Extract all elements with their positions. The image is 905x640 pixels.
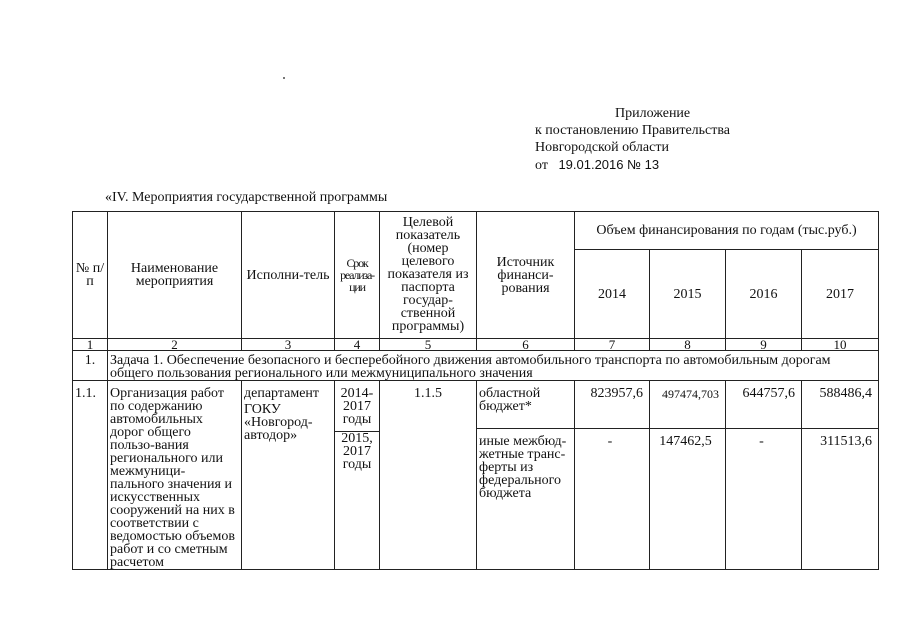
header-year-2014: 2014 — [575, 250, 650, 339]
header-term: Срок реализа-ции — [335, 212, 380, 339]
scan-speck — [283, 77, 285, 79]
value-regional-2014: 823957,6 — [575, 381, 650, 429]
row-executor — [242, 381, 335, 570]
column-index: 5 — [380, 339, 477, 351]
measure-row — [73, 381, 879, 429]
header-row-1 — [73, 212, 879, 250]
task-row — [73, 351, 879, 381]
value-federal-2017: 311513,6 — [802, 429, 879, 570]
column-index: 9 — [726, 339, 802, 351]
column-index: 2 — [108, 339, 242, 351]
column-index: 8 — [650, 339, 726, 351]
header-executor: Исполни-тель — [242, 212, 335, 339]
column-index: 10 — [802, 339, 879, 351]
measures-table — [72, 211, 879, 570]
header-name: Наименование мероприятия — [108, 212, 242, 339]
term-period-2: 2015, 2017 годы — [335, 431, 379, 471]
column-index: 1 — [73, 339, 108, 351]
header-year-2017: 2017 — [802, 250, 879, 339]
executor-org: ГОКУ «Новгород-автодор» — [244, 402, 313, 443]
appendix-title: Приложение — [615, 106, 691, 121]
row-indicator: 1.1.5 — [380, 381, 477, 570]
appendix-date-prefix: от — [535, 158, 548, 173]
header-source: Источник финанси-рования — [477, 212, 575, 339]
appendix-date: 19.01.2016 № 13 — [558, 157, 660, 172]
value-regional-2017: 588486,4 — [802, 381, 879, 429]
row-term — [335, 381, 380, 570]
header-funding: Объем финансирования по годам (тыс.руб.) — [575, 212, 879, 250]
section-title: «IV. Мероприятия государственной программы — [105, 190, 388, 205]
row-name: Организация работ по содержанию автомобильных дорог общего пользо-вания регионального или межмуници-пального значения и искусственных сооружений на них в соответствии с ведомостью объемов работ и со сметным расчетом — [108, 381, 242, 570]
term-period-1: 2014-2017 годы — [340, 386, 374, 427]
appendix-date-line — [535, 156, 795, 174]
source-federal: иные межбюд-жетные транс-ферты из федерального бюджета — [477, 429, 575, 570]
column-index: 3 — [242, 339, 335, 351]
column-index: 4 — [335, 339, 380, 351]
appendix-line-2: Новгородской области — [535, 140, 669, 155]
value-regional-2015: 497474,703 — [650, 381, 726, 429]
executor-department: департамент — [244, 386, 320, 401]
appendix-header — [535, 105, 795, 174]
header-year-2015: 2015 — [650, 250, 726, 339]
header-indicator: Целевой показатель (номер целевого показателя из паспорта государ-ственной программы) — [380, 212, 477, 339]
header-year-2016: 2016 — [726, 250, 802, 339]
header-num: № п/п — [73, 212, 108, 339]
value-federal-2015: 147462,5 — [650, 429, 726, 570]
row-num: 1.1. — [73, 381, 108, 570]
value-regional-2016: 644757,6 — [726, 381, 802, 429]
column-index-row — [73, 339, 879, 351]
task-text: Задача 1. Обеспечение безопасного и бесперебойного движения автомобильного транспорта по автомобильным дорогам общего пользования регионального или межмуниципального значения — [108, 351, 879, 381]
source-regional: областной бюджет* — [477, 381, 575, 429]
column-index: 7 — [575, 339, 650, 351]
value-federal-2014: - — [575, 429, 650, 570]
column-index: 6 — [477, 339, 575, 351]
value-federal-2016: - — [726, 429, 802, 570]
task-num: 1. — [73, 351, 108, 381]
appendix-line-1: к постановлению Правительства — [535, 123, 731, 138]
